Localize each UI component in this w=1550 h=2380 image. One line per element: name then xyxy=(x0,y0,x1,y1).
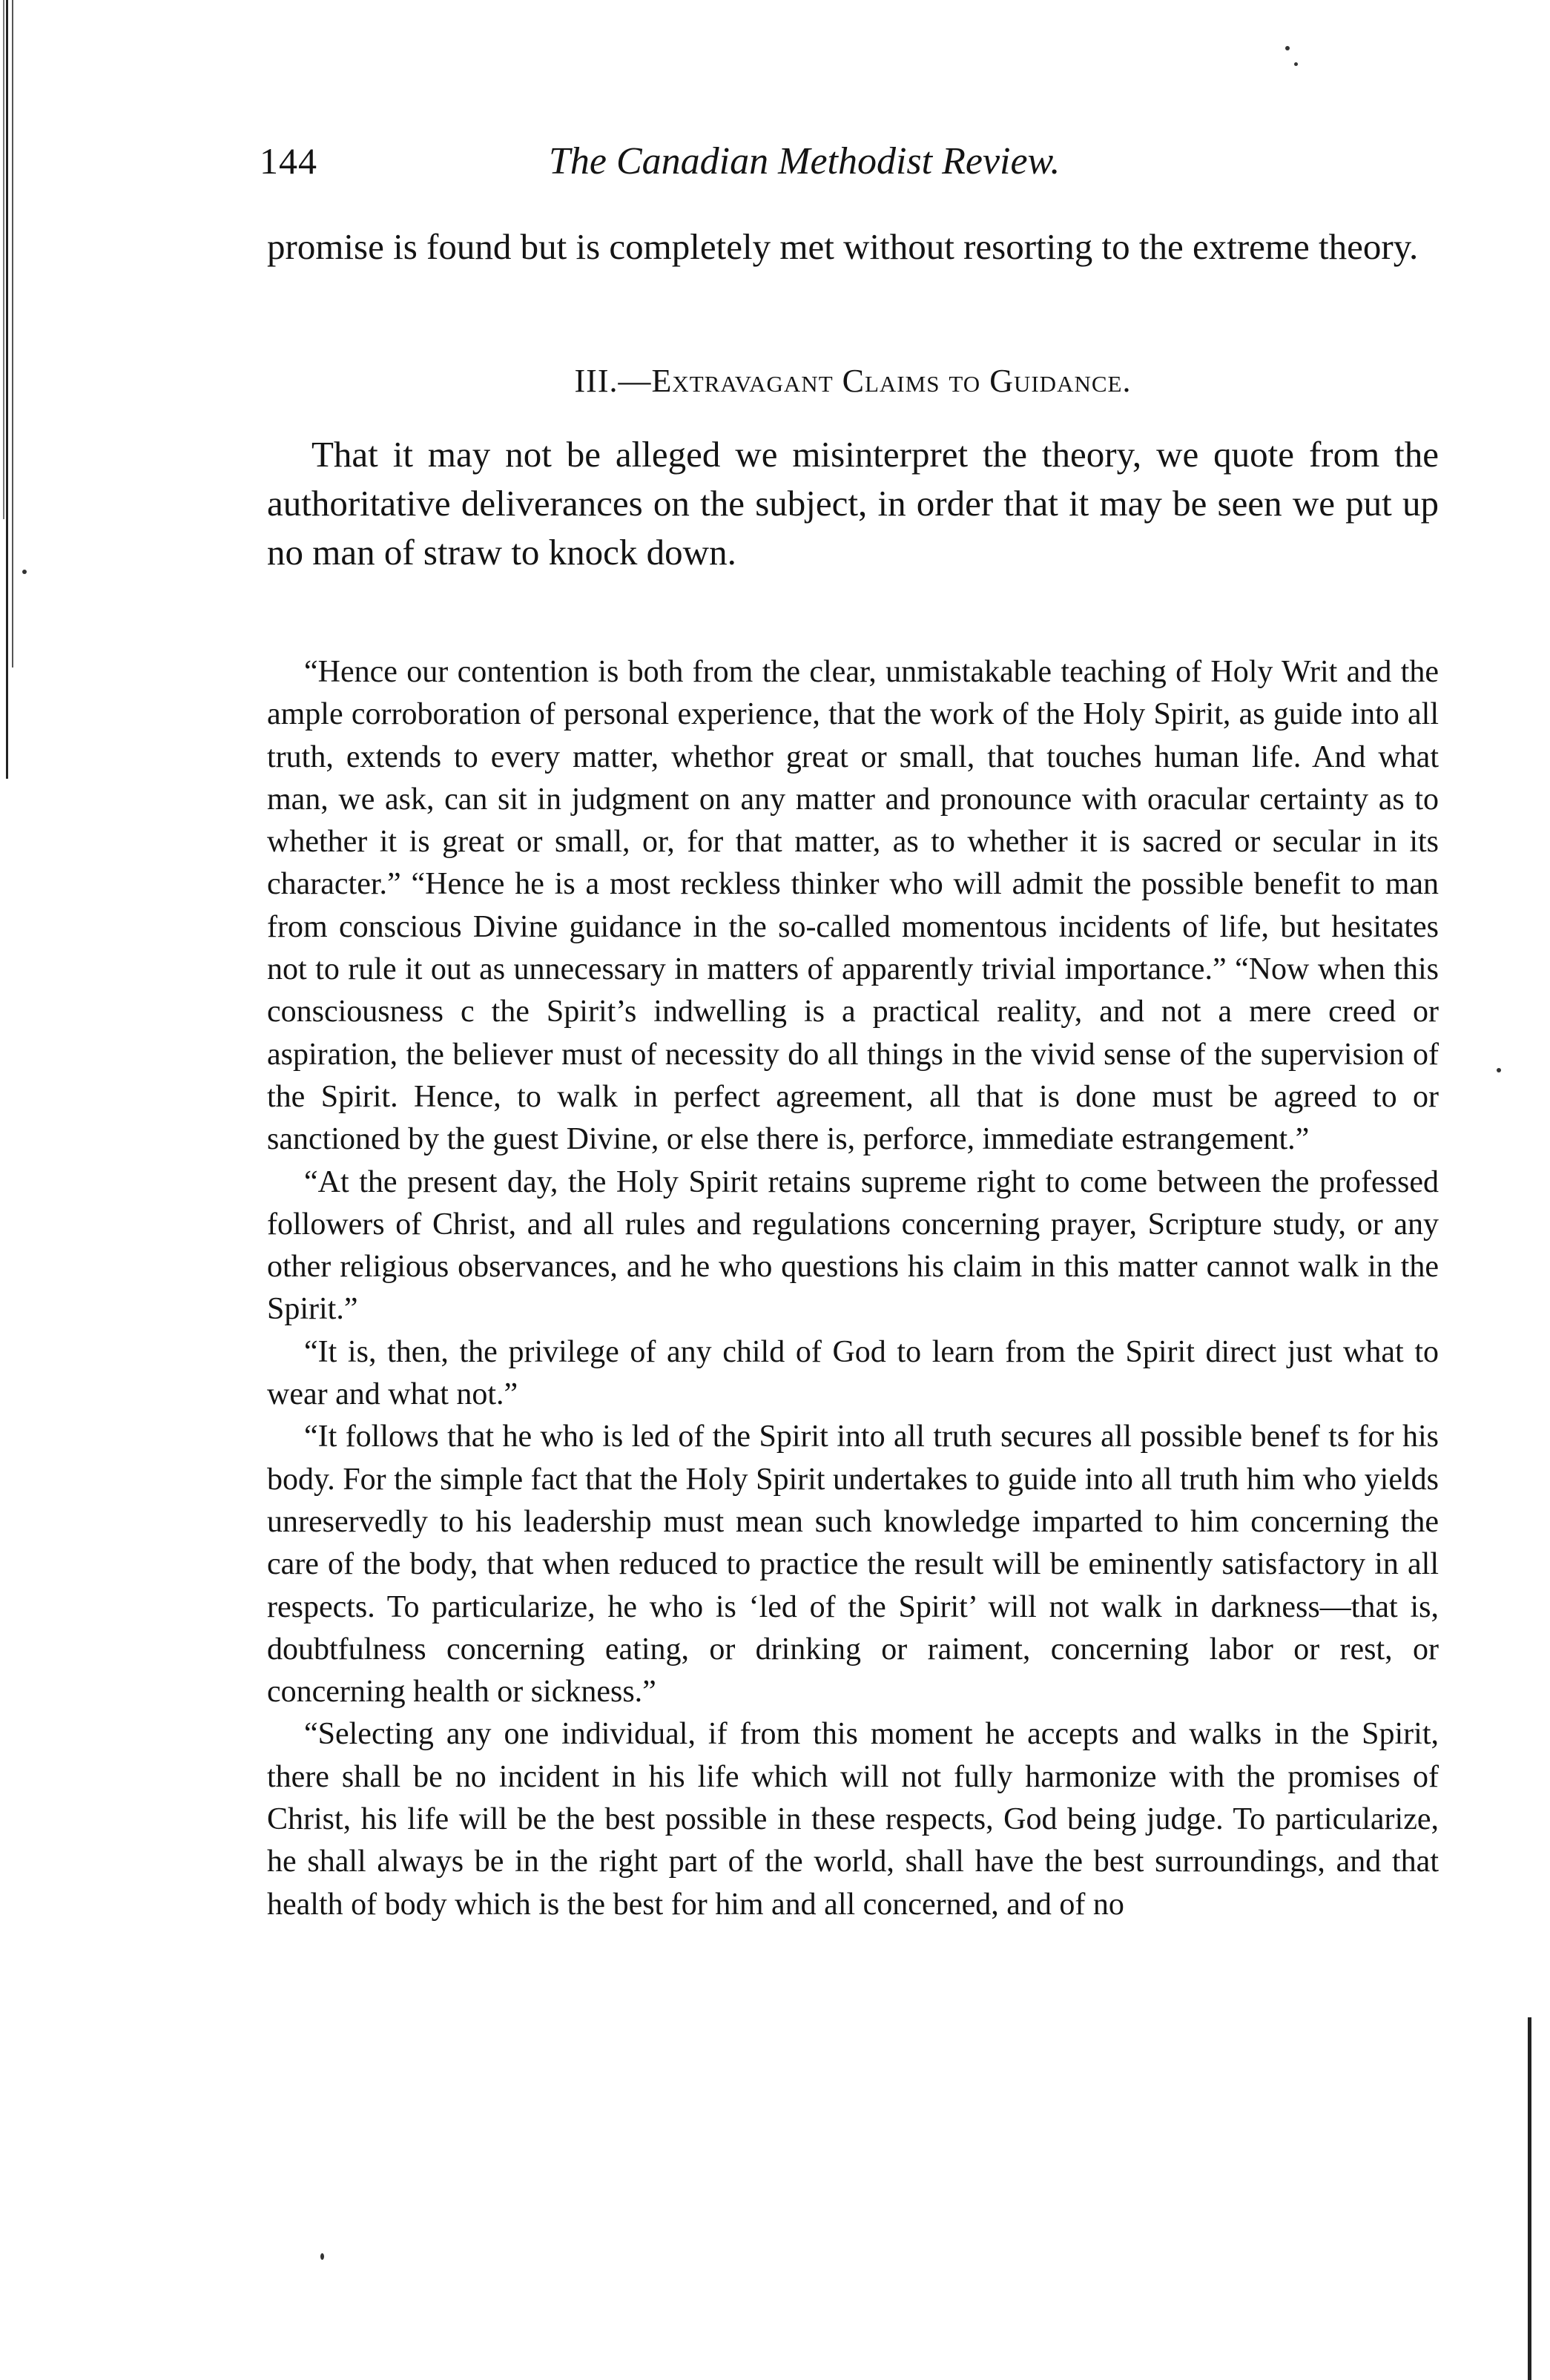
scan-speck xyxy=(1497,1068,1501,1072)
quote-paragraph: “It follows that he who is led of the Spirit into all truth secures all possible benef ts for his body. For the simple fact that the Holy Spirit undertakes to guide into all truth him who yields unreservedly to his leadership must mean such knowledge imparted to him concerning the care of the body, that when reduced to practice the result will be eminently satisfactory in all respects. To particularize, he who is ‘led of the Spirit’ will not walk in darkness—that is, doubtfulness concerning eating, or drinking or raiment, concerning labor or rest, or concerning health or sickness.” xyxy=(267,1420,1439,1710)
binding-edge-line xyxy=(3,0,4,519)
scan-speck xyxy=(1294,62,1298,66)
scan-speck xyxy=(22,570,27,574)
continuation-paragraph: promise is found but is completely met without resorting to the extreme theory. xyxy=(267,226,1419,267)
binding-edge-line xyxy=(12,0,13,667)
page-number: 144 xyxy=(260,140,317,182)
page-header xyxy=(260,139,1446,199)
running-title: The Canadian Methodist Review. xyxy=(549,140,1061,182)
section-heading: III.—Extravagant Claims to Guidance. xyxy=(574,363,1132,399)
quote-paragraph: “Selecting any one individual, if from this moment he accepts and walks in the Spirit, there shall be no incident in his life which will not fully harmonize with the promises of Christ, his life will be the best possible in these respects, God being judge. To particularize, he shall always be in the right part of the world, shall have the best surroundings, and that health of body which is the best for him and all concerned, and of no xyxy=(267,1717,1439,1922)
quote-paragraph: “Hence our contention is both from the clear, unmistakable teaching of Holy Writ and the ample corroboration of personal experience, that the work of the Holy Spirit, as guide into all truth, extends to every matter, whethor great or small, that touches human life. And what man, we ask, can sit in judgment on any matter and pronounce with oracular certainty as to whether it is great or small, or, for that matter, as to whether it is sacred or secular in its character.” “Hence he is a most reckless thinker who will admit the possible benefit to man from conscious Divine guidance in the so-called momentous incidents of life, but hesitates not to rule it out as unnecessary in matters of apparently trivial importance.” “Now when this consciousness c the Spirit’s indwelling is a practical reality, and not a mere creed or aspiration, the believer must of necessity do all things in the vivid sense of the supervision of the Spirit. Hence, to walk in perfect agreement, all that is done must be agreed to or sanctioned by the guest Divine, or else there is, perforce, immediate estrangement.” xyxy=(267,655,1439,1157)
quoted-passages xyxy=(267,651,1439,1926)
scan-speck xyxy=(1285,46,1290,50)
quote-paragraph: “It is, then, the privilege of any child of God to learn from the Spirit direct just what to wear and what not.” xyxy=(267,1334,1439,1412)
intro-paragraph: That it may not be alleged we misinterpret the theory, we quote from the authoritative deliverances on the subject, in order that it may be seen we put up no man of straw to knock down. xyxy=(267,434,1439,573)
quote-paragraph: “At the present day, the Holy Spirit retains supreme right to come between the professed followers of Christ, and all rules and regulations concerning prayer, Scripture study, or any other religious observances, and he who questions his claim in this matter cannot walk in the Spirit.” xyxy=(267,1164,1439,1327)
binding-edge-line xyxy=(6,0,8,779)
scan-speck xyxy=(320,2253,324,2260)
page-edge-line xyxy=(1528,2017,1531,2380)
